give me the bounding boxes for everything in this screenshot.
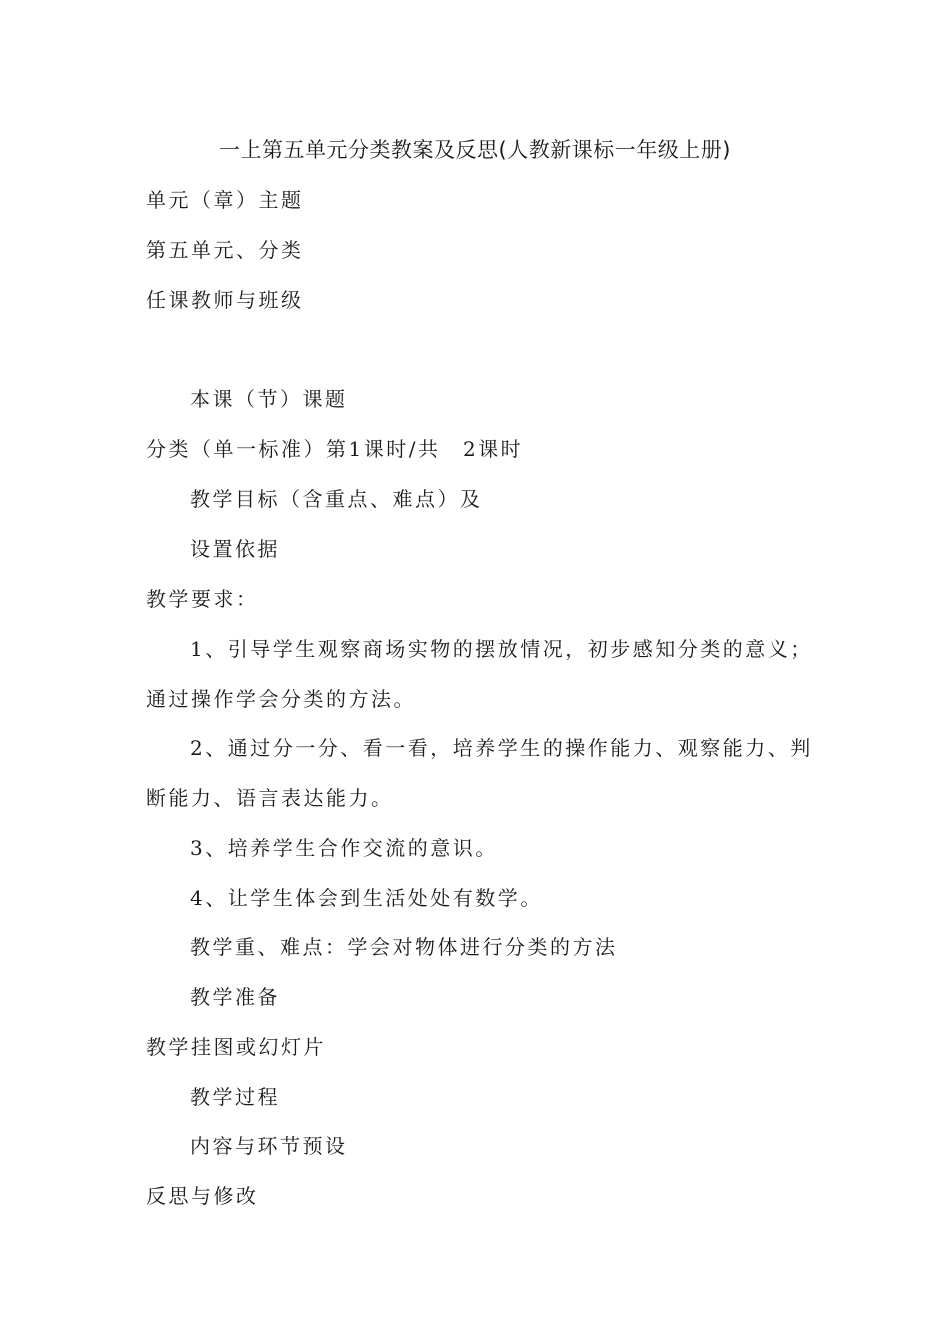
- text-line-objectives-label-cont: 设置依据: [190, 537, 280, 561]
- text-line-lesson-topic-value: 分类（单一标准）第1课时/共 2课时: [146, 437, 524, 461]
- text-line-reflection-label: 反思与修改: [146, 1184, 259, 1208]
- text-line-requirement-3: 3、培养学生合作交流的意识。: [190, 836, 498, 860]
- document-title: 一上第五单元分类教案及反思(人教新课标一年级上册): [219, 138, 731, 162]
- text-line-requirement-2: 2、通过分一分、看一看，培养学生的操作能力、观察能力、判: [190, 736, 813, 760]
- text-line-content-label: 内容与环节预设: [190, 1134, 348, 1158]
- text-line-unit-theme-label: 单元（章）主题: [146, 188, 304, 212]
- text-line-preparation-value: 教学挂图或幻灯片: [146, 1035, 326, 1059]
- text-line-key-points: 教学重、难点：学会对物体进行分类的方法: [190, 935, 618, 959]
- text-line-objectives-label: 教学目标（含重点、难点）及: [190, 487, 483, 511]
- text-line-lesson-topic-label: 本课（节）课题: [190, 387, 348, 411]
- text-line-teacher-class-label: 任课教师与班级: [146, 288, 304, 312]
- text-line-process-label: 教学过程: [190, 1085, 280, 1109]
- text-line-preparation-label: 教学准备: [190, 985, 280, 1009]
- text-line-requirement-2-cont: 断能力、语言表达能力。: [146, 786, 394, 810]
- text-line-requirement-1-cont: 通过操作学会分类的方法。: [146, 687, 416, 711]
- text-line-requirement-1: 1、引导学生观察商场实物的摆放情况，初步感知分类的意义；: [190, 637, 813, 661]
- text-line-unit-theme-value: 第五单元、分类: [146, 238, 304, 262]
- text-line-requirements-heading: 教学要求：: [146, 587, 259, 611]
- text-line-requirement-4: 4、让学生体会到生活处处有数学。: [190, 886, 543, 910]
